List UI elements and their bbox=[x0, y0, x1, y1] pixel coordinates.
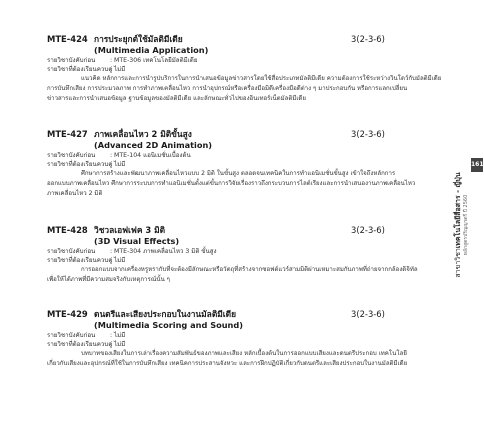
course-header bbox=[47, 128, 449, 140]
description-line: ภาพเคลื่อนไหว 2 มิติ bbox=[47, 190, 103, 197]
course-header bbox=[47, 33, 449, 45]
prerequisite-value: : ไม่มี bbox=[110, 332, 126, 339]
corequisite-value: : ไม่มี bbox=[110, 161, 126, 168]
prerequisite-value: : MTE-104 แอนิเมชั่นเบื้องต้น bbox=[110, 152, 191, 159]
course-credits: 3(2-3-6) bbox=[351, 34, 385, 44]
description-line: เกี่ยวกับเสียงและอุปกรณ์ที่ใช้ในการบันทึกเสียง เทคนิคการประสานจังหวะ และการฝึกปฏิบัติเกี่ยวกับดนตรีและเสียงประกอบในงานมัลติมีเดีย bbox=[47, 360, 408, 367]
course-description bbox=[47, 349, 449, 369]
course-entry bbox=[47, 33, 449, 104]
description-line: เพื่อให้ได้ภาพที่มีความสมจริงกับเหตุการณ์นั้น ๆ bbox=[47, 276, 170, 283]
course-description bbox=[47, 74, 449, 104]
description-line: แนวคิด หลักการและการนำรูปบริการในการนำเสนอข้อมูลข่าวสารโดยใช้สื่อประเภทมัลติมีเดีย ความต้องการใช้ระหว่างวินโดว์กับมัลติมีเดีย bbox=[81, 75, 442, 82]
corequisite-value: : ไม่มี bbox=[110, 257, 126, 264]
prerequisite-label: รายวิชาบังคับก่อน bbox=[47, 332, 96, 339]
description-line: ออกแบบภาพเคลื่อนไหว ศึกษาการระบบการทำแอนิเมชั่นตั้งแต่ขั้นการวิจัยเรื่องราวถึงกระบวนการไลต์เรียงและการนำเสนองานภาพเคลื่อนไหว bbox=[47, 180, 416, 187]
program-prefix: สาขาวิชา bbox=[454, 248, 462, 278]
prerequisite-row bbox=[47, 331, 449, 340]
course-title-english: (Multimedia Application) bbox=[94, 45, 209, 55]
description-line: การบันทึกเสียง การประมวลภาพ การทำภาพเคลื่อนไหว การนำอุปกรณ์หรือเครื่องมือมิดีเครื่องมือดีต่าง ๆ มาประกอบกัน หรือการแลกเปลี่ยน bbox=[47, 85, 408, 92]
program-major: เทคโนโลยีสื่อสาร - ญี่ปุ่น bbox=[454, 172, 462, 249]
prerequisite-label: รายวิชาบังคับก่อน bbox=[47, 57, 96, 64]
description-line: ข่าวสารและการนำเสนอข้อมูล ฐานข้อมูลของมัลติมีเดีย และลักษณะทั่วไปของอินเทอร์เน็ตมัลติมีเดีย bbox=[47, 95, 306, 102]
corequisite-row bbox=[47, 65, 449, 74]
description-line: ศึกษาการสร้างและพัฒนาภาพเคลื่อนไหวแบบ 2 มิติ ในขั้นสูง ตลอดจนเทคนิคในการทำแอนิเมชั่นขั้นสูง เข้าใจถึงหลักการ bbox=[81, 170, 396, 177]
course-description bbox=[47, 265, 449, 285]
corequisite-row bbox=[47, 340, 449, 349]
course-code: MTE-427 bbox=[47, 129, 88, 139]
course-title: การประยุกต์ใช้มัลติมีเดีย bbox=[94, 34, 183, 44]
course-credits: 3(2-3-6) bbox=[351, 225, 385, 235]
course-code: MTE-428 bbox=[47, 225, 88, 235]
page-number: 161 bbox=[471, 158, 483, 172]
prerequisite-value: : MTE-304 ภาพเคลื่อนไหว 3 มิติ ขั้นสูง bbox=[110, 248, 217, 255]
side-tab bbox=[448, 150, 484, 300]
course-entry bbox=[47, 224, 449, 285]
prerequisite-row bbox=[47, 56, 449, 65]
side-tab-text bbox=[454, 172, 470, 277]
description-line: การออกแบบจากเครื่องหรูหรากับที่จะต้องมีลักษณะหรือวัตถุที่สร้างจากซอฟต์แวร์สามมิติผ่านเหมาะสมกับภาพที่ถ่ายจากกล้องดิจิทัล bbox=[81, 266, 418, 273]
course-credits: 3(2-3-6) bbox=[351, 309, 385, 319]
prerequisite-label: รายวิชาบังคับก่อน bbox=[47, 248, 96, 255]
course-header bbox=[47, 308, 449, 320]
course-code: MTE-429 bbox=[47, 309, 88, 319]
course-title-english: (Multimedia Scoring and Sound) bbox=[94, 320, 243, 330]
course-code: MTE-424 bbox=[47, 34, 88, 44]
course-title: ภาพเคลื่อนไหว 2 มิติขั้นสูง bbox=[94, 129, 192, 139]
corequisite-label: รายวิชาที่ต้องเรียนควบคู่ bbox=[47, 161, 113, 168]
corequisite-row bbox=[47, 256, 449, 265]
prerequisite-row bbox=[47, 151, 449, 160]
prerequisite-value: : MTE-306 เทคโนโลยีมัลติมีเดีย bbox=[110, 57, 198, 64]
course-description bbox=[47, 169, 449, 199]
prerequisite-label: รายวิชาบังคับก่อน bbox=[47, 152, 96, 159]
corequisite-label: รายวิชาที่ต้องเรียนควบคู่ bbox=[47, 66, 113, 73]
course-header bbox=[47, 224, 449, 236]
course-title-english: (Advanced 2D Animation) bbox=[94, 140, 213, 150]
corequisite-label: รายวิชาที่ต้องเรียนควบคู่ bbox=[47, 341, 113, 348]
description-line: บทบาทของเสียงในการเล่าเรื่องความสัมพันธ์ของภาพและเสียง หลักเบื้องต้นในการออกแบบเสียงและดนตรีประกอบ เทคโนโลยี bbox=[81, 350, 407, 357]
corequisite-value: : ไม่มี bbox=[110, 341, 126, 348]
course-entry bbox=[47, 308, 449, 369]
course-entry bbox=[47, 128, 449, 199]
program-name bbox=[454, 172, 462, 277]
corequisite-value: : ไม่มี bbox=[110, 66, 126, 73]
corequisite-label: รายวิชาที่ต้องเรียนควบคู่ bbox=[47, 257, 113, 264]
course-title-english: (3D Visual Effects) bbox=[94, 236, 180, 246]
corequisite-row bbox=[47, 160, 449, 169]
prerequisite-row bbox=[47, 247, 449, 256]
course-credits: 3(2-3-6) bbox=[351, 129, 385, 139]
course-title: วิชวลเอฟเฟค 3 มิติ bbox=[94, 225, 166, 235]
course-title: ดนตรีและเสียงประกอบในงานมัลติมีเดีย bbox=[94, 309, 236, 319]
curriculum-year: หลักสูตรปริญญาตรี ปี 2560 bbox=[463, 194, 469, 256]
